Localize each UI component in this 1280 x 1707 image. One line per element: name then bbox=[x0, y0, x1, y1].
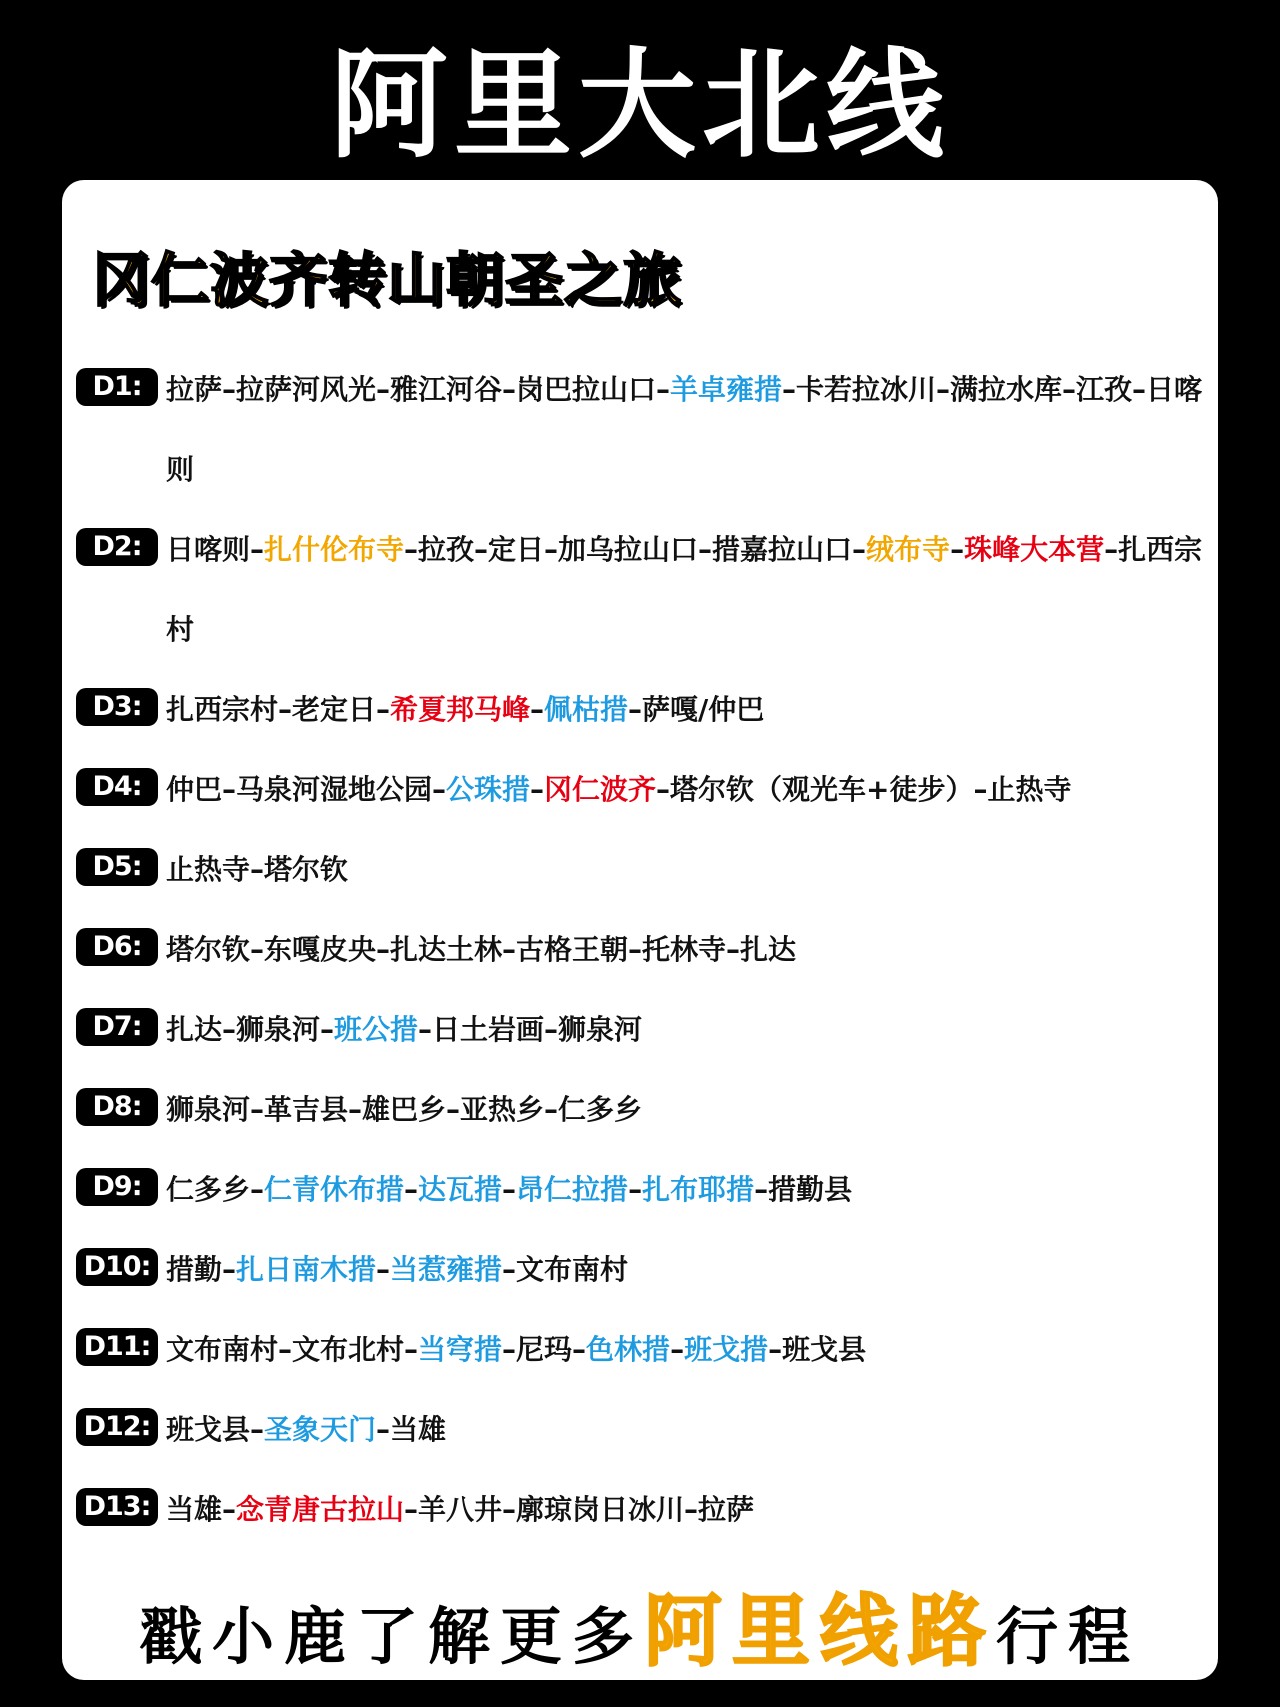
route-text: 塔尔钦–东嘎皮央–扎达土林–古格王朝–托林寺–扎达 bbox=[166, 933, 797, 966]
day-badge: D9: bbox=[76, 1168, 158, 1206]
route-text: 扎西宗村–老定日– bbox=[166, 693, 391, 726]
day-badge: D7: bbox=[76, 1008, 158, 1046]
route-text: –塔尔钦（观光车+徒步）–止热寺 bbox=[656, 773, 1072, 806]
day-badge: D1: bbox=[76, 368, 158, 406]
route-highlight: 扎日南木措 bbox=[236, 1253, 377, 1286]
day-badge: D6: bbox=[76, 928, 158, 966]
route-highlight: 希夏邦马峰 bbox=[390, 693, 531, 726]
day-badge: D8: bbox=[76, 1088, 158, 1126]
route-text: –措勤县 bbox=[754, 1173, 853, 1206]
itinerary-card bbox=[62, 180, 1218, 1680]
route-highlight: 公珠措 bbox=[446, 773, 531, 806]
route-text: –羊八井–廓琼岗日冰川–拉萨 bbox=[404, 1493, 755, 1526]
route-text: –当雄 bbox=[376, 1413, 447, 1446]
day-row bbox=[76, 750, 1216, 830]
day-row bbox=[76, 510, 1216, 670]
day-route bbox=[166, 670, 1216, 750]
day-route bbox=[166, 1150, 1216, 1230]
route-text: 止热寺–塔尔钦 bbox=[166, 853, 349, 886]
day-route bbox=[166, 1470, 1216, 1550]
day-badge: D13: bbox=[76, 1488, 158, 1526]
route-text: – bbox=[530, 693, 545, 726]
route-text: – bbox=[376, 1253, 391, 1286]
day-badge: D5: bbox=[76, 848, 158, 886]
route-text: –班戈县 bbox=[768, 1333, 867, 1366]
route-highlight: 念青唐古拉山 bbox=[236, 1493, 405, 1526]
route-highlight: 当穹措 bbox=[418, 1333, 503, 1366]
route-text: – bbox=[670, 1333, 685, 1366]
day-route bbox=[166, 750, 1216, 830]
day-route bbox=[166, 990, 1216, 1070]
route-highlight: 扎布耶措 bbox=[642, 1173, 755, 1206]
day-route bbox=[166, 510, 1216, 670]
route-text: 班戈县– bbox=[166, 1413, 265, 1446]
route-text: 日喀则– bbox=[166, 533, 265, 566]
footer-text-after: 行程 bbox=[996, 1600, 1141, 1673]
route-text: –萨嘎/仲巴 bbox=[628, 693, 765, 726]
route-highlight: 班公措 bbox=[334, 1013, 419, 1046]
route-text: 拉萨–拉萨河风光–雅江河谷–岗巴拉山口– bbox=[166, 373, 671, 406]
day-route bbox=[166, 1310, 1216, 1390]
route-text: –日土岩画–狮泉河 bbox=[418, 1013, 643, 1046]
day-badge: D2: bbox=[76, 528, 158, 566]
footer-highlight: 阿里线路 bbox=[643, 1587, 996, 1677]
route-text: –文布南村 bbox=[502, 1253, 629, 1286]
day-badge: D10: bbox=[76, 1248, 158, 1286]
day-route bbox=[166, 910, 1216, 990]
day-row bbox=[76, 830, 1216, 910]
route-text: –扎西宗村 bbox=[166, 533, 1203, 646]
itinerary-list bbox=[76, 350, 1216, 1550]
route-text: – bbox=[530, 773, 545, 806]
route-highlight: 达瓦措 bbox=[418, 1173, 503, 1206]
day-row bbox=[76, 1230, 1216, 1310]
route-highlight: 冈仁波齐 bbox=[544, 773, 657, 806]
day-badge: D12: bbox=[76, 1408, 158, 1446]
route-text: 文布南村–文布北村– bbox=[166, 1333, 419, 1366]
route-highlight: 色林措 bbox=[586, 1333, 671, 1366]
day-route bbox=[166, 1230, 1216, 1310]
route-text: 狮泉河–革吉县–雄巴乡–亚热乡–仁多乡 bbox=[166, 1093, 643, 1126]
footer-text-before: 戳小鹿了解更多 bbox=[139, 1600, 644, 1673]
day-row bbox=[76, 1390, 1216, 1470]
page-title: 阿里大北线 bbox=[329, 36, 950, 174]
route-text: – bbox=[502, 1173, 517, 1206]
day-badge: D11: bbox=[76, 1328, 158, 1366]
route-highlight: 珠峰大本营 bbox=[964, 533, 1105, 566]
route-text: 仁多乡– bbox=[166, 1173, 265, 1206]
day-route bbox=[166, 1390, 1216, 1470]
route-highlight: 昂仁拉措 bbox=[516, 1173, 629, 1206]
route-highlight: 班戈措 bbox=[684, 1333, 769, 1366]
route-highlight: 扎什伦布寺 bbox=[264, 533, 405, 566]
day-row bbox=[76, 1470, 1216, 1550]
day-row bbox=[76, 670, 1216, 750]
route-text: – bbox=[950, 533, 965, 566]
route-text: – bbox=[404, 1173, 419, 1206]
footer-banner bbox=[0, 1582, 1280, 1687]
route-text: –卡若拉冰川–满拉水库–江孜–日喀则 bbox=[166, 373, 1203, 486]
route-text: 仲巴–马泉河湿地公园– bbox=[166, 773, 447, 806]
route-highlight: 当惹雍措 bbox=[390, 1253, 503, 1286]
day-route bbox=[166, 350, 1216, 510]
route-highlight: 绒布寺 bbox=[866, 533, 951, 566]
route-text: –拉孜–定日–加乌拉山口–措嘉拉山口– bbox=[404, 533, 867, 566]
day-row bbox=[76, 910, 1216, 990]
route-text: – bbox=[628, 1173, 643, 1206]
route-highlight: 仁青休布措 bbox=[264, 1173, 405, 1206]
day-row bbox=[76, 1070, 1216, 1150]
route-text: 措勤– bbox=[166, 1253, 237, 1286]
subtitle: 冈仁波齐转山朝圣之旅 bbox=[92, 246, 683, 314]
route-highlight: 佩枯措 bbox=[544, 693, 629, 726]
day-route bbox=[166, 1070, 1216, 1150]
day-badge: D4: bbox=[76, 768, 158, 806]
day-row bbox=[76, 1310, 1216, 1390]
route-text: 扎达–狮泉河– bbox=[166, 1013, 335, 1046]
day-row bbox=[76, 350, 1216, 510]
route-highlight: 圣象天门 bbox=[264, 1413, 377, 1446]
route-text: 当雄– bbox=[166, 1493, 237, 1526]
day-route bbox=[166, 830, 1216, 910]
day-row bbox=[76, 1150, 1216, 1230]
day-badge: D3: bbox=[76, 688, 158, 726]
route-highlight: 羊卓雍措 bbox=[670, 373, 783, 406]
day-row bbox=[76, 990, 1216, 1070]
route-text: –尼玛– bbox=[502, 1333, 587, 1366]
